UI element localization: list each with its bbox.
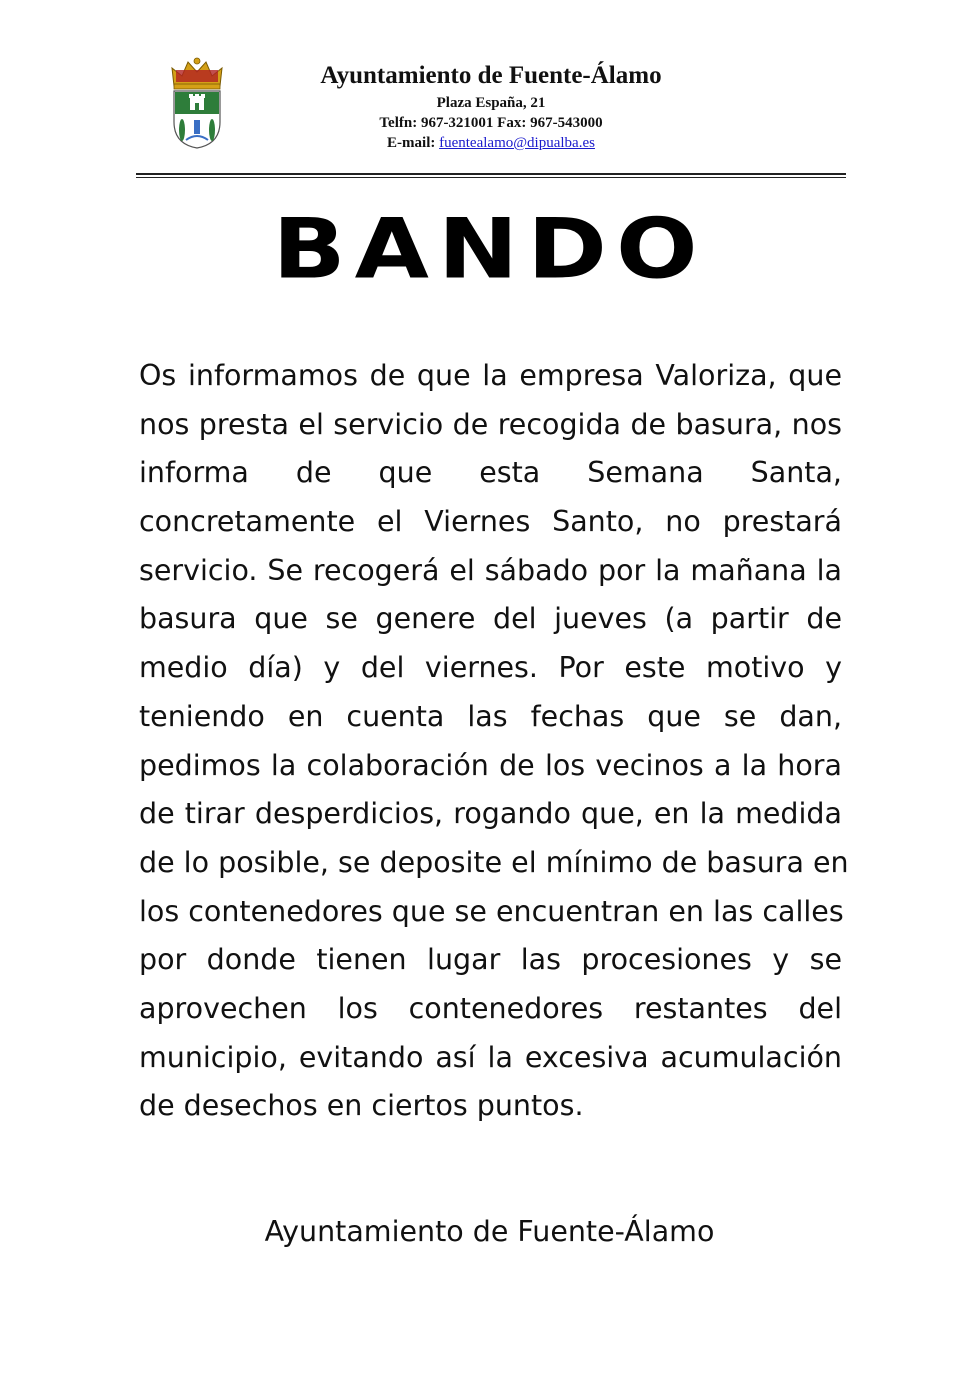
document-title: BANDO — [272, 200, 707, 298]
email-label: E-mail: — [387, 135, 440, 151]
body-line: de desechos en ciertos puntos. — [139, 1089, 584, 1123]
header-divider-thin — [136, 177, 846, 178]
phone-fax-line: Telfn: 967-321001 Fax: 967-543000 — [379, 115, 603, 131]
body-line: por donde tienen lugar las procesiones y se — [139, 943, 842, 977]
org-name: Ayuntamiento de Fuente-Álamo — [320, 62, 662, 89]
body-line: concretamente el Viernes Santo, no prestará — [139, 505, 842, 539]
body-line: municipio, evitando así la excesiva acumulación — [139, 1040, 842, 1074]
body-line: basura que se genere del jueves (a partir de — [139, 602, 842, 636]
body-line: Os informamos de que la empresa Valoriza, que — [139, 359, 842, 392]
body-line: pedimos la colaboración de los vecinos a la hora — [139, 748, 842, 782]
signature: Ayuntamiento de Fuente-Álamo — [264, 1215, 715, 1248]
email-line — [236, 133, 746, 153]
body-line: de tirar desperdicios, rogando que, en la medida — [139, 797, 842, 831]
address-line: Plaza España, 21 — [436, 95, 546, 111]
body-line: teniendo en cuenta las fechas que se dan, — [139, 699, 842, 733]
body-paragraph — [139, 352, 849, 1131]
body-line: nos presta el servicio de recogida de basura, nos — [139, 407, 842, 441]
body-line: aprovechen los contenedores restantes del — [139, 991, 842, 1025]
header-divider — [136, 173, 846, 175]
body-line: medio día) y del viernes. Por este motivo y — [139, 651, 842, 685]
body-line: de lo posible, se deposite el mínimo de basura en — [139, 845, 849, 879]
email-link[interactable]: fuentealamo@dipualba.es — [439, 135, 595, 151]
body-line: informa de que esta Semana Santa, — [139, 456, 842, 490]
body-line: los contenedores que se encuentran en las calles — [139, 894, 844, 928]
body-line: servicio. Se recogerá el sábado por la mañana la — [139, 553, 842, 587]
coat-of-arms-icon — [164, 56, 230, 152]
